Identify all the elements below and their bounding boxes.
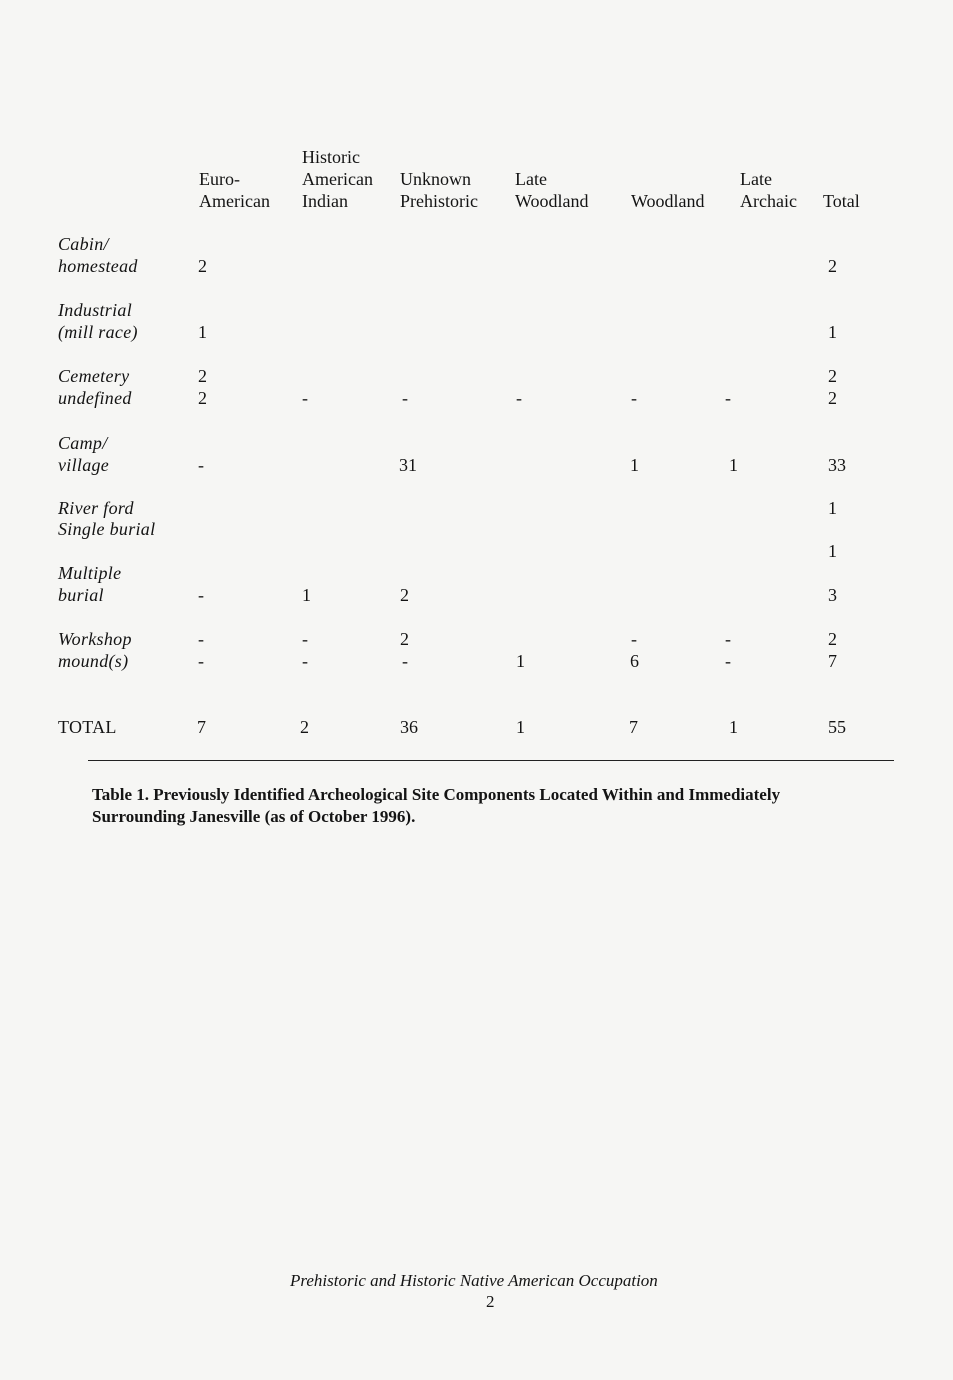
- table-cell: 1: [516, 651, 525, 671]
- table-cell: 2: [198, 366, 207, 386]
- table-cell: -: [198, 585, 204, 605]
- col-header-euro-line3: American: [199, 191, 270, 211]
- table-caption: Table 1. Previously Identified Archeological Site Components Located Within and Immediately Surrounding Janesville (as of October 1996).: [92, 785, 781, 826]
- table-cell: -: [725, 629, 731, 649]
- table-cell: -: [198, 651, 204, 671]
- footer-title: Prehistoric and Historic Native American Occupation: [290, 1271, 658, 1290]
- table-cell: 2: [198, 388, 207, 408]
- table-cell: 33: [828, 455, 846, 475]
- table-cell: -: [402, 388, 408, 408]
- table-cell: 2: [198, 256, 207, 276]
- table-cell: 1: [729, 455, 738, 475]
- table-cell: 2: [828, 388, 837, 408]
- table-divider: [88, 760, 894, 761]
- col-header-total-line3: Total: [823, 191, 860, 211]
- row-label: village: [58, 455, 110, 475]
- table-cell: 7: [197, 717, 206, 737]
- row-label: mound(s): [58, 651, 129, 671]
- col-header-latewoodland-line2: Late: [515, 169, 547, 189]
- table-cell: 2: [400, 585, 409, 605]
- col-header-historic-line3: Indian: [302, 191, 348, 211]
- table-cell: 2: [828, 366, 837, 386]
- table-cell: 31: [399, 455, 417, 475]
- table-cell: -: [302, 388, 308, 408]
- table-cell: 1: [630, 455, 639, 475]
- row-label: Multiple: [58, 563, 122, 583]
- table-cell: -: [302, 651, 308, 671]
- table-cell: 1: [828, 498, 837, 518]
- col-header-historic-line2: American: [302, 169, 373, 189]
- table-cell: 55: [828, 717, 846, 737]
- table-cell: 36: [400, 717, 418, 737]
- table-cell: 2: [300, 717, 309, 737]
- row-label: burial: [58, 585, 104, 605]
- table-cell: 1: [828, 322, 837, 342]
- col-header-euro-line2: Euro-: [199, 169, 240, 189]
- table-cell: -: [725, 651, 731, 671]
- col-header-unknown-line2: Unknown: [400, 169, 471, 189]
- row-label: TOTAL: [58, 717, 117, 737]
- table-cell: -: [302, 629, 308, 649]
- col-header-unknown-line3: Prehistoric: [400, 191, 478, 211]
- table-cell: -: [631, 629, 637, 649]
- table-cell: 2: [828, 629, 837, 649]
- row-label: Industrial: [58, 300, 133, 320]
- table-cell: 1: [729, 717, 738, 737]
- table-cell: -: [198, 629, 204, 649]
- table-cell: -: [631, 388, 637, 408]
- table-cell: 6: [630, 651, 639, 671]
- table-cell: 3: [828, 585, 837, 605]
- col-header-historic-line1: Historic: [302, 147, 360, 167]
- row-label: homestead: [58, 256, 138, 276]
- table-cell: -: [725, 388, 731, 408]
- table-cell: 7: [629, 717, 638, 737]
- row-label: Workshop: [58, 629, 132, 649]
- table-cell: 2: [400, 629, 409, 649]
- row-label: River ford: [58, 498, 134, 518]
- col-header-woodland-line3: Woodland: [631, 191, 705, 211]
- table-cell: -: [198, 455, 204, 475]
- table-cell: -: [402, 651, 408, 671]
- row-label: undefined: [58, 388, 132, 408]
- row-label: Camp/: [58, 433, 108, 453]
- table-cell: 7: [828, 651, 837, 671]
- col-header-latewoodland-line3: Woodland: [515, 191, 589, 211]
- col-header-latearchaic-line3: Archaic: [740, 191, 797, 211]
- table-cell: 1: [516, 717, 525, 737]
- page-number: 2: [486, 1292, 495, 1311]
- table-cell: 1: [302, 585, 311, 605]
- row-label: (mill race): [58, 322, 138, 342]
- row-label: Cemetery: [58, 366, 130, 386]
- table-cell: 1: [828, 541, 837, 561]
- row-label: Single burial: [58, 519, 156, 539]
- table-cell: -: [516, 388, 522, 408]
- table-cell: 1: [198, 322, 207, 342]
- table-cell: 2: [828, 256, 837, 276]
- col-header-latearchaic-line2: Late: [740, 169, 772, 189]
- row-label: Cabin/: [58, 234, 109, 254]
